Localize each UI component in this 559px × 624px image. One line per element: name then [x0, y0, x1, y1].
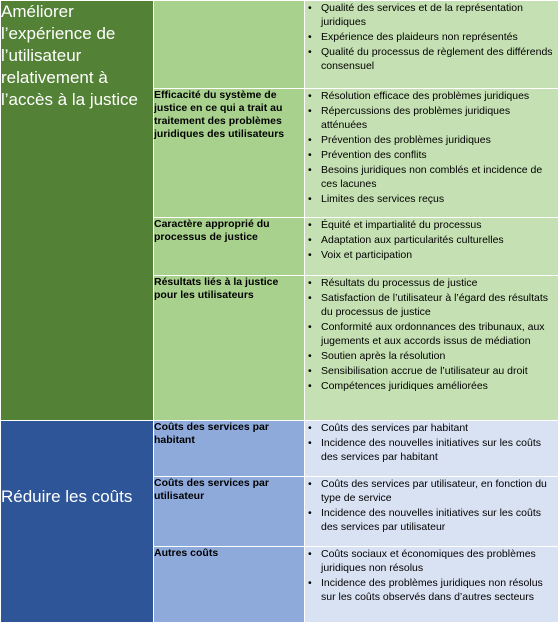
indicator-list-cell — [305, 276, 559, 421]
indicator-list — [305, 477, 558, 534]
indicator-list — [305, 421, 558, 464]
goal-title: Améliorer l’expérience de l’utilisateur relativement à l’accès à la justice — [1, 2, 139, 109]
category-label: Coûts des services par utilisateur — [154, 477, 269, 502]
indicator-list — [305, 1, 558, 73]
list-item: • Coûts des services par habitant — [321, 421, 558, 435]
list-item: • Expérience des plaideurs non représentés — [321, 30, 558, 44]
list-item: • Incidence des nouvelles initiatives sur les coûts des services par habitant — [321, 436, 558, 464]
list-item: • Résolution efficace des problèmes juridiques — [321, 89, 558, 103]
list-item: • Répercussions des problèmes juridiques atténuées — [321, 104, 558, 132]
goal-title: Réduire les coûts — [1, 487, 133, 506]
category-cell — [154, 547, 305, 623]
list-item: • Conformité aux ordonnances des tribunaux, aux jugements et aux accords issus de médiation — [321, 320, 558, 348]
category-cell — [154, 477, 305, 547]
list-item: • Coûts sociaux et économiques des problèmes juridiques non résolus — [321, 547, 558, 575]
indicator-list — [305, 218, 558, 262]
indicator-list — [305, 547, 558, 604]
list-item: • Équité et impartialité du processus — [321, 218, 558, 232]
list-item: • Satisfaction de l’utilisateur à l’égard des résultats du processus de justice — [321, 291, 558, 319]
list-item: • Besoins juridiques non comblés et incidence de ces lacunes — [321, 163, 558, 191]
list-item: • Incidence des nouvelles initiatives sur les coûts des services par utilisateur — [321, 506, 558, 534]
indicator-list-cell — [305, 218, 559, 276]
indicator-list-cell — [305, 1, 559, 89]
list-item: • Qualité des services et de la représentation juridiques — [321, 1, 558, 29]
category-cell — [154, 218, 305, 276]
list-item: • Limites des services reçus — [321, 192, 558, 206]
table-row — [1, 1, 559, 89]
list-item: • Adaptation aux particularités culturelles — [321, 233, 558, 247]
table-row — [1, 421, 559, 477]
indicator-list — [305, 89, 558, 206]
list-item: • Soutien après la résolution — [321, 349, 558, 363]
indicator-list-cell — [305, 89, 559, 218]
category-label: Autres coûts — [154, 547, 219, 559]
category-cell — [154, 1, 305, 89]
list-item: • Sensibilisation accrue de l’utilisateur au droit — [321, 364, 558, 378]
list-item: • Coûts des services par utilisateur, en fonction du type de service — [321, 477, 558, 505]
category-label: Efficacité du système de justice en ce qui a trait au traitement des problèmes juridiques des utilisateurs — [154, 89, 285, 140]
indicator-list — [305, 276, 558, 393]
list-item: • Qualité du processus de règlement des différends consensuel — [321, 45, 558, 73]
list-item: • Compétences juridiques améliorées — [321, 379, 558, 393]
indicator-list-cell — [305, 421, 559, 477]
goal-cell-access — [1, 1, 154, 421]
list-item: • Voix et participation — [321, 248, 558, 262]
category-label: Résultats liés à la justice pour les utilisateurs — [154, 276, 279, 301]
list-item: • Résultats du processus de justice — [321, 276, 558, 290]
indicator-list-cell — [305, 477, 559, 547]
category-cell — [154, 276, 305, 421]
list-item: • Prévention des problèmes juridiques — [321, 133, 558, 147]
category-label: Caractère approprié du processus de justice — [154, 218, 270, 243]
category-cell — [154, 421, 305, 477]
category-label: Coûts des services par habitant — [154, 421, 269, 446]
indicator-list-cell — [305, 547, 559, 623]
list-item: • Prévention des conflits — [321, 148, 558, 162]
list-item: • Incidence des problèmes juridiques non résolus sur les coûts observés dans d’autres secteurs — [321, 576, 558, 604]
goal-cell-costs — [1, 421, 154, 623]
category-cell — [154, 89, 305, 218]
